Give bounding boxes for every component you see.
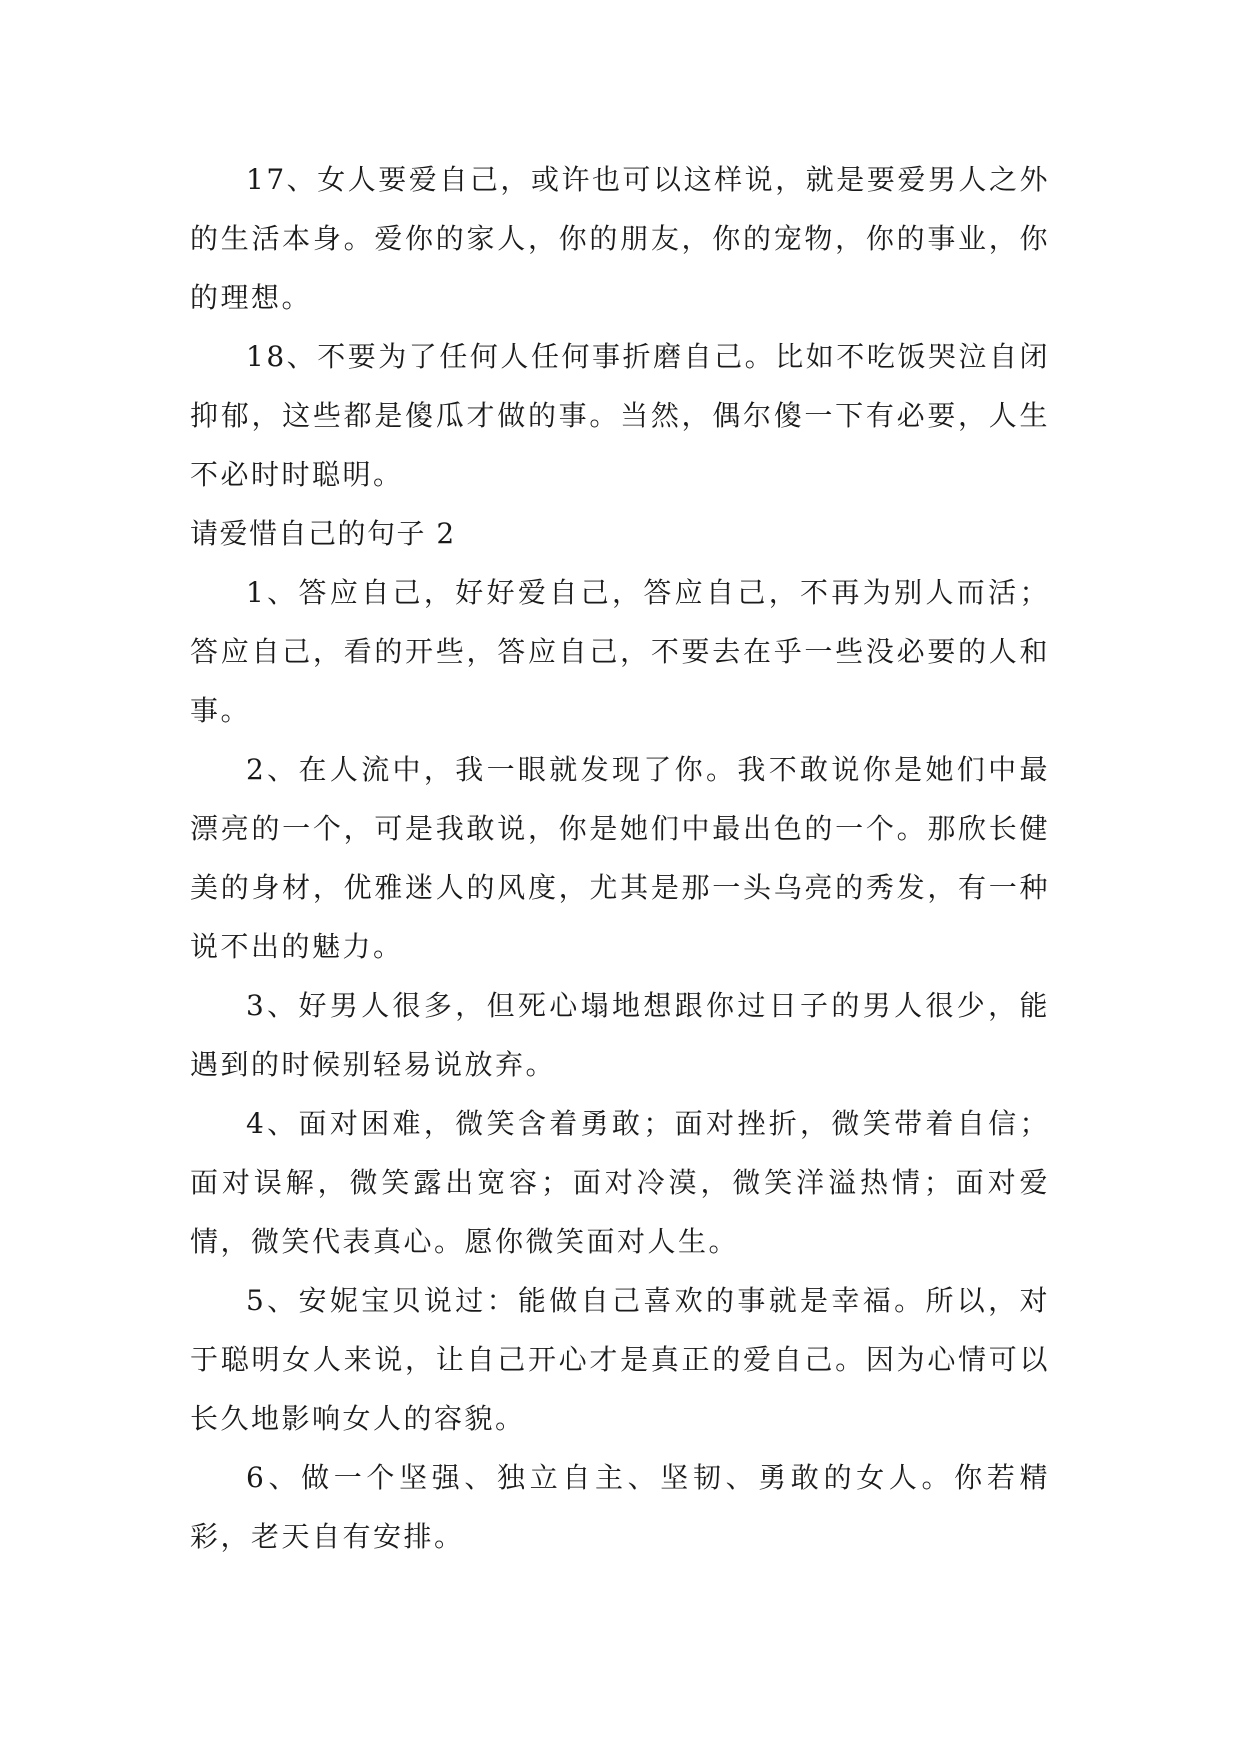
- paragraph-3: 3、好男人很多，但死心塌地想跟你过日子的男人很少，能遇到的时候别轻易说放弃。: [190, 989, 1050, 1081]
- paragraph-18: 18、不要为了任何人任何事折磨自己。比如不吃饭哭泣自闭抑郁，这些都是傻瓜才做的事。当然，偶尔傻一下有必要，人生不必时时聪明。: [190, 340, 1050, 491]
- paragraph-5: 5、安妮宝贝说过：能做自己喜欢的事就是幸福。所以，对于聪明女人来说，让自己开心才是真正的爱自己。因为心情可以长久地影响女人的容貌。: [190, 1284, 1050, 1435]
- paragraph-17: 17、女人要爱自己，或许也可以这样说，就是要爱男人之外的生活本身。爱你的家人，你的朋友，你的宠物，你的事业，你的理想。: [190, 163, 1050, 314]
- paragraph-6: 6、做一个坚强、独立自主、坚韧、勇敢的女人。你若精彩，老天自有安排。: [190, 1461, 1050, 1553]
- paragraph-2: 2、在人流中，我一眼就发现了你。我不敢说你是她们中最漂亮的一个，可是我敢说，你是她们中最出色的一个。那欣长健美的身材，优雅迷人的风度，尤其是那一头乌亮的秀发，有一种说不出的魅力。: [190, 753, 1050, 963]
- paragraph-4: 4、面对困难，微笑含着勇敢；面对挫折，微笑带着自信；面对误解，微笑露出宽容；面对冷漠，微笑洋溢热情；面对爱情，微笑代表真心。愿你微笑面对人生。: [190, 1107, 1050, 1258]
- section-heading: 请爱惜自己的句子 2: [190, 517, 456, 550]
- paragraph-1: 1、答应自己，好好爱自己，答应自己，不再为别人而活；答应自己，看的开些，答应自己，不要去在乎一些没必要的人和事。: [190, 576, 1050, 727]
- document-page: [190, 150, 1050, 1566]
